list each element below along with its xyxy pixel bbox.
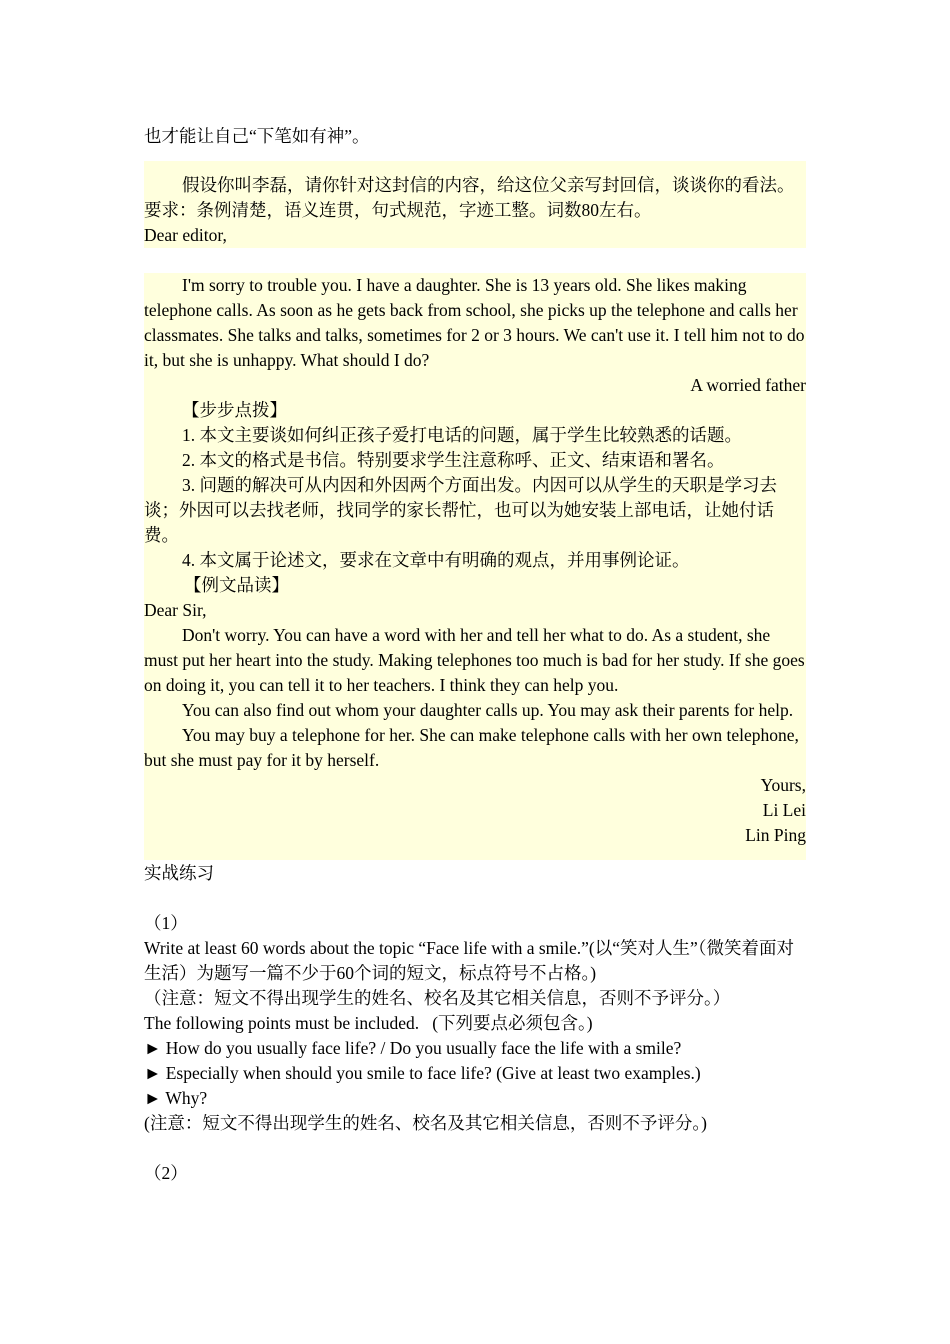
tip-item: 3. 问题的解决可从内因和外因两个方面出发。内因可以从学生的天职是学习去谈；外因可以去找老师，找同学的家长帮忙，也可以为她安装上部电话，让她付话费。 [144,475,777,545]
tips-heading: 【步步点拨】 [182,400,287,420]
spacer [144,248,806,273]
item-1-label: （1） [144,913,188,933]
item-2-label: （2） [144,1163,188,1183]
tip-item: 1. 本文主要谈如何纠正孩子爱打电话的问题，属于学生比较熟悉的话题。 [182,425,742,445]
spacer [144,848,806,860]
item-1-prompt: Write at least 60 words about the topic “Face life with a smile.”(以“笑对人生”（微笑着面对生活）为题写一篇不少于60个词的短文，标点符号不占格。) [144,938,795,983]
document-page [144,124,806,1186]
letter-block [144,273,806,860]
point-item: ► Especially when should you smile to face life? (Give at least two examples.) [144,1063,701,1083]
letter-signature: A worried father [690,375,806,395]
sample-heading: 【例文品读】 [184,575,289,595]
sample-closing: Yours, [760,775,806,795]
practice-heading: 实战练习 [144,863,214,883]
item-1-note-2: (注意：短文不得出现学生的姓名、校名及其它相关信息，否则不予评分。) [144,1113,707,1133]
sample-paragraph: You can also find out whom your daughter calls up. You may ask their parents for help. [182,700,794,720]
tip-item: 2. 本文的格式是书信。特别要求学生注意称呼、正文、结束语和署名。 [182,450,725,470]
sample-name: Li Lei [762,800,806,820]
sample-salutation: Dear Sir, [144,600,207,620]
intro-line: 也才能让自己“下笔如有神”。 [144,126,370,146]
spacer [144,1136,806,1161]
point-item: ► How do you usually face life? / Do you usually face the life with a smile? [144,1038,682,1058]
task-salutation: Dear editor, [144,225,227,245]
item-1-note: （注意：短文不得出现学生的姓名、校名及其它相关信息，否则不予评分。） [144,988,731,1008]
task-block [144,161,806,248]
letter-body: I'm sorry to trouble you. I have a daughter. She is 13 years old. She likes making telephone calls. As soon as he gets back from school, she picks up the telephone and calls her classmates. She talks and talks, sometimes for 2 or 3 hours. We can't use it. I tell him not to do it, but she is unhappy. What should I do? [144,275,805,370]
sample-paragraph: You may buy a telephone for her. She can make telephone calls with her own telephone, but she must pay for it by herself. [144,725,799,770]
points-intro: The following points must be included. (下列要点必须包含。) [144,1013,593,1033]
sample-paragraph: Don't worry. You can have a word with her and tell her what to do. As a student, she must put her heart into the study. Making telephones too much is bad for her study. If she goes on doing it, you can tell it to her teachers. I think they can help you. [144,625,805,695]
spacer [144,886,806,911]
sample-extra-name: Lin Ping [745,825,806,845]
point-item: ► Why? [144,1088,208,1108]
tip-item: 4. 本文属于论述文，要求在文章中有明确的观点，并用事例论证。 [182,550,690,570]
task-instruction: 假设你叫李磊，请你针对这封信的内容，给这位父亲写封回信，谈谈你的看法。要求：条例清楚，语义连贯，句式规范，字迹工整。词数80左右。 [144,175,795,220]
